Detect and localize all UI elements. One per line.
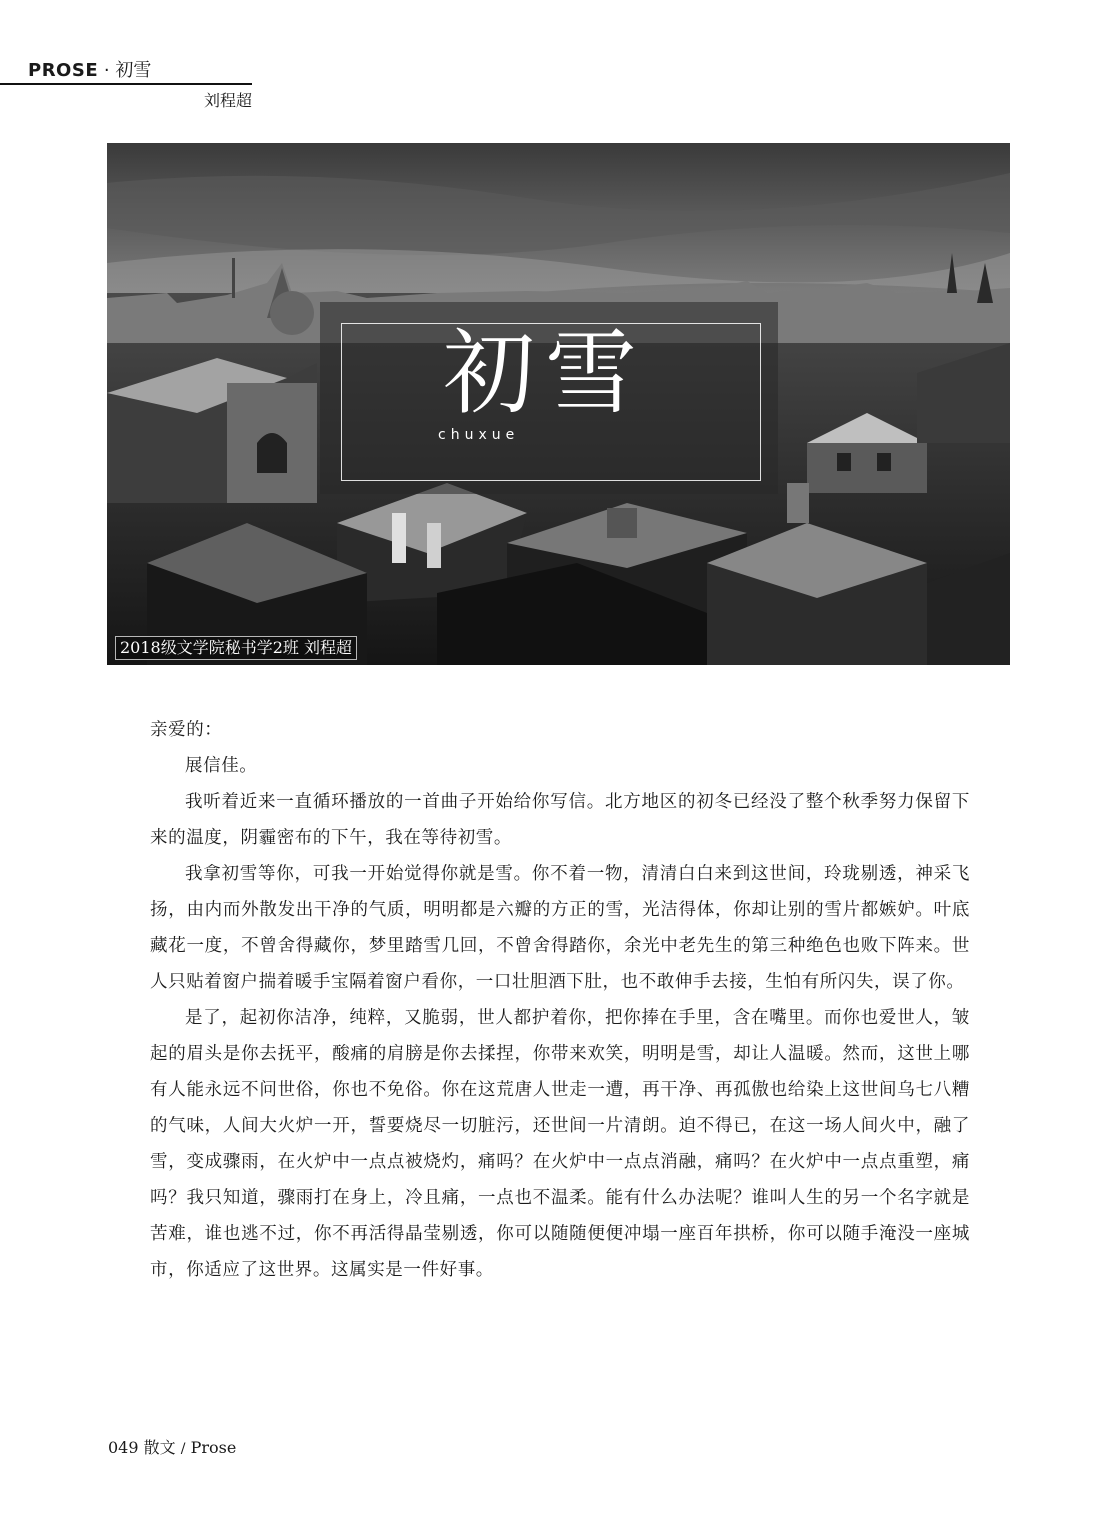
paragraph: 我听着近来一直循环播放的一首曲子开始给你写信。北方地区的初冬已经没了整个秋季努力保留下来的温度，阴霾密布的下午，我在等待初雪。 <box>150 792 970 848</box>
paragraph: 我拿初雪等你，可我一开始觉得你就是雪。你不着一物，清清白白来到这世间，玲珑剔透，神采飞扬，由内而外散发出干净的气质，明明都是六瓣的方正的雪，光洁得体，你却让别的雪片都嫉妒。叶底藏花一度，不曾舍得藏你，梦里踏雪几回，不曾舍得踏你，余光中老先生的第三种绝色也败下阵来。世人只贴着窗户揣着暖手宝隔着窗户看你，一口壮胆酒下肚，也不敢伸手去接，生怕有所闪失，误了你。 <box>150 864 970 992</box>
hero-title: 初雪 <box>442 320 647 427</box>
hero-title-pinyin: chuxue <box>438 427 520 443</box>
magazine-name-en: Prose <box>190 1438 237 1457</box>
article-body <box>150 712 970 1288</box>
page-footer <box>108 1435 236 1458</box>
section-label <box>28 60 151 82</box>
header-author: 刘程超 <box>203 91 252 110</box>
page-header <box>0 58 252 108</box>
paragraph: 展信佳。 <box>185 756 258 776</box>
section-label-cn: 初雪 <box>115 60 152 81</box>
paragraph: 是了，起初你洁净，纯粹，又脆弱，世人都护着你，把你捧在手里，含在嘴里。而你也爱世人，皱起的眉头是你去抚平，酸痛的肩膀是你去揉捏，你带来欢笑，明明是雪，却让人温暖。然而，这世上哪有人能永远不问世俗，你也不免俗。你在这荒唐人世走一遭，再干净、再孤傲也给染上这世间乌七八糟的气味，人间大火炉一开，誓要烧尽一切脏污，还世间一片清朗。迫不得已，在这一场人间火中，融了雪，变成骤雨，在火炉中一点点被烧灼，痛吗？在火炉中一点点消融，痛吗？在火炉中一点点重塑，痛吗？我只知道，骤雨打在身上，冷且痛，一点也不温柔。能有什么办法呢？谁叫人生的另一个名字就是苦难，谁也逃不过，你不再活得晶莹剔透，你可以随随便便冲塌一座百年拱桥，你可以随手淹没一座城市，你适应了这世界。这属实是一件好事。 <box>150 1008 970 1280</box>
footer-slash: / <box>180 1441 186 1457</box>
magazine-name-cn: 散文 <box>143 1438 176 1457</box>
page-number: 049 <box>108 1438 139 1457</box>
hero-photo <box>107 143 1010 665</box>
photo-caption: 2018级文学院秘书学2班 刘程超 <box>115 636 357 660</box>
salutation: 亲爱的： <box>150 720 223 740</box>
header-rule <box>0 83 252 85</box>
section-label-en: PROSE <box>28 60 99 81</box>
section-separator: · <box>103 60 110 81</box>
title-overlay <box>320 302 778 494</box>
